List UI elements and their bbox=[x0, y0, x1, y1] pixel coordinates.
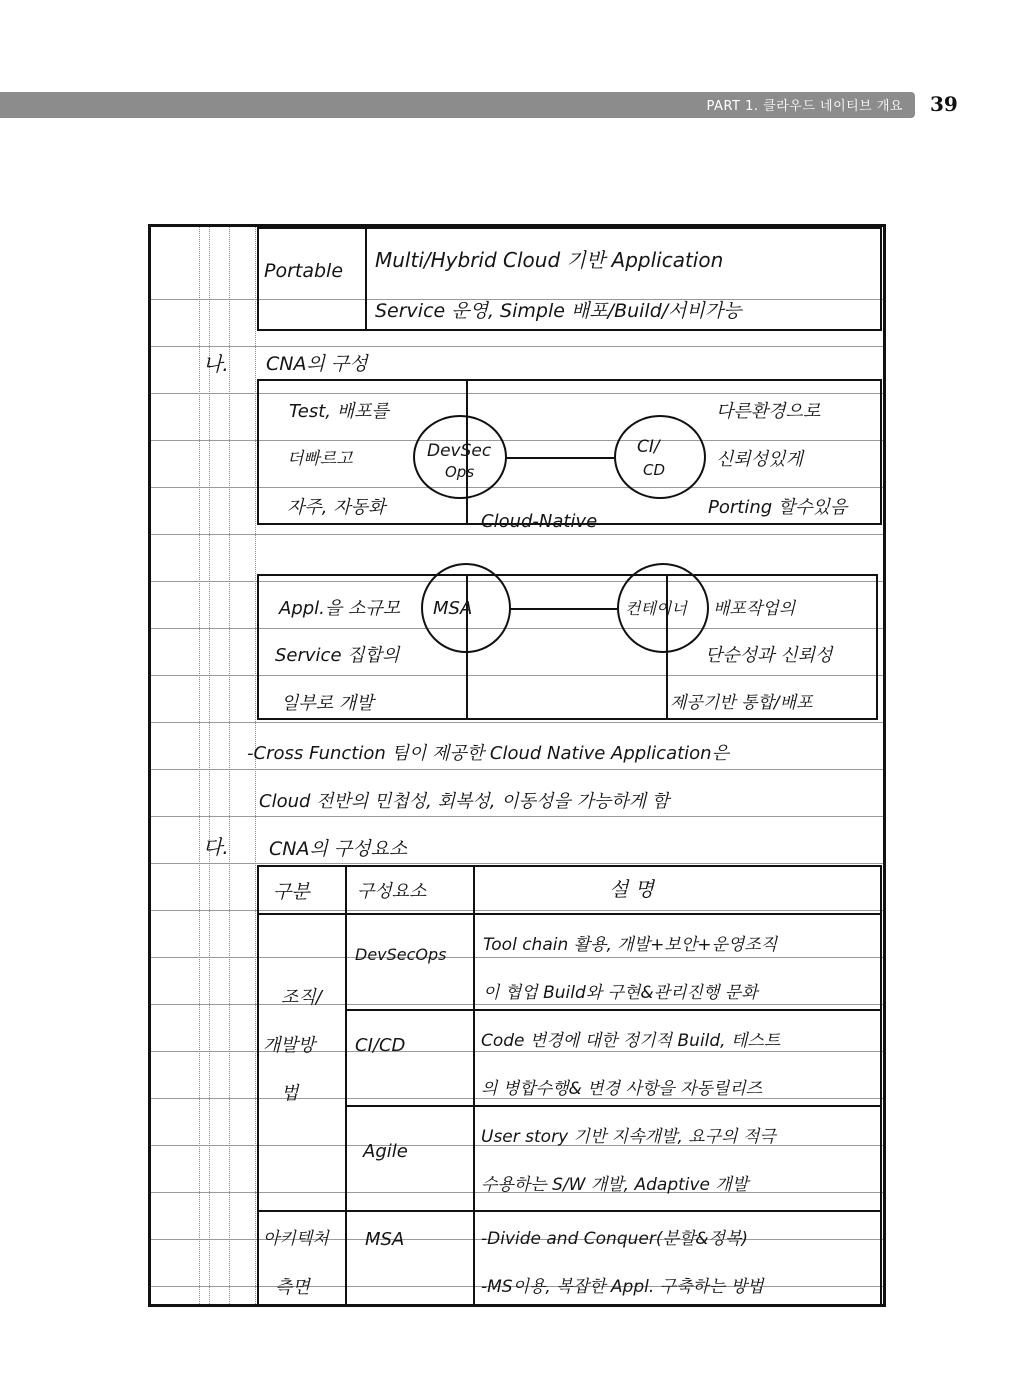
cicd-label-1: CI/ bbox=[637, 437, 660, 457]
component-msa: MSA bbox=[365, 1229, 405, 1250]
left-bottom-text-3: 일부로 개발 bbox=[281, 693, 374, 714]
portable-line-1: Multi/Hybrid Cloud 기반 Application bbox=[375, 248, 724, 272]
table-header-category: 구분 bbox=[273, 881, 310, 903]
section-marker-na: 나. bbox=[203, 352, 229, 376]
summary-line-1: -Cross Function 팀이 제공한 Cloud Native Application은 bbox=[247, 743, 729, 764]
cicd-circle bbox=[614, 415, 706, 499]
margin-line bbox=[209, 227, 210, 1304]
summary-line-2: Cloud 전반의 민첩성, 회복성, 이동성을 가능하게 함 bbox=[259, 791, 670, 812]
table-row-rule bbox=[345, 1105, 882, 1107]
table-row-rule bbox=[257, 1210, 882, 1212]
group-org-line-2: 개발방 bbox=[263, 1035, 316, 1056]
chapter-title: PART 1. 클라우드 네이티브 개요 bbox=[706, 99, 903, 114]
table-header-component: 구성요소 bbox=[357, 881, 427, 902]
table-row-rule bbox=[345, 1009, 882, 1011]
group-org-line-3: 법 bbox=[281, 1083, 299, 1104]
section-title-da: CNA의 구성요소 bbox=[269, 838, 408, 860]
connector-line bbox=[509, 608, 617, 610]
section-title-na: CNA의 구성 bbox=[266, 353, 368, 375]
desc-agile-2: 수용하는 S/W 개발, Adaptive 개발 bbox=[481, 1175, 749, 1195]
group-arch-line-2: 측면 bbox=[275, 1277, 310, 1298]
group-org-line-1: 조직/ bbox=[281, 987, 322, 1008]
desc-msa-1: -Divide and Conquer(분할&정복) bbox=[481, 1229, 749, 1249]
table-col-divider bbox=[473, 865, 475, 1307]
group-arch-line-1: 아키텍처 bbox=[263, 1229, 329, 1249]
container-label: 컨테이너 bbox=[625, 599, 687, 618]
table-header-rule bbox=[257, 913, 882, 915]
left-bottom-text-1: Appl.을 소규모 bbox=[279, 598, 401, 619]
desc-agile-1: User story 기반 지속개발, 요구의 적극 bbox=[481, 1127, 776, 1147]
right-top-text-1: 다른환경으로 bbox=[716, 401, 821, 422]
devsec-ops-label: Ops bbox=[445, 463, 475, 481]
cloud-native-label: Cloud-Native bbox=[481, 511, 598, 532]
table-header-description: 설 명 bbox=[609, 877, 654, 901]
portable-label: Portable bbox=[264, 260, 344, 282]
notebook-sheet bbox=[148, 224, 886, 1307]
portable-line-2: Service 운영, Simple 배포/Build/서비가능 bbox=[375, 300, 742, 322]
devsec-label: DevSec bbox=[427, 441, 492, 461]
margin-line bbox=[199, 227, 200, 1304]
portable-divider bbox=[365, 227, 367, 331]
left-bottom-text-2: Service 집합의 bbox=[275, 645, 400, 666]
desc-devsecops-1: Tool chain 활용, 개발+보안+운영조직 bbox=[483, 935, 778, 955]
msa-label: MSA bbox=[433, 598, 473, 619]
component-agile: Agile bbox=[363, 1141, 408, 1162]
page-number: 39 bbox=[930, 92, 958, 116]
desc-msa-2: -MS이용, 복잡한 Appl. 구축하는 방법 bbox=[481, 1277, 764, 1297]
connector-line bbox=[506, 457, 614, 459]
left-top-text-2: 더빠르고 bbox=[287, 449, 353, 469]
component-devsecops: DevSecOps bbox=[355, 945, 447, 964]
left-top-text-3: 자주, 자동화 bbox=[287, 497, 386, 518]
right-bottom-text-3: 제공기반 통합/배포 bbox=[670, 693, 813, 713]
cicd-label-2: CD bbox=[643, 461, 666, 479]
right-top-text-3: Porting 할수있음 bbox=[708, 497, 848, 518]
right-top-text-2: 신뢰성있게 bbox=[716, 449, 803, 470]
margin-line bbox=[229, 227, 230, 1304]
desc-devsecops-2: 이 협업 Build와 구현&관리진행 문화 bbox=[483, 983, 758, 1003]
margin-line bbox=[255, 227, 256, 1304]
running-header-bar bbox=[0, 92, 915, 118]
component-cicd: CI/CD bbox=[355, 1035, 406, 1056]
section-marker-da: 다. bbox=[203, 835, 229, 859]
right-bottom-text-1: 배포작업의 bbox=[713, 599, 796, 619]
table-col-divider bbox=[345, 865, 347, 1307]
right-bottom-text-2: 단순성과 신뢰성 bbox=[705, 645, 833, 666]
desc-cicd-2: 의 병합수행& 변경 사항을 자동릴리즈 bbox=[481, 1079, 763, 1099]
desc-cicd-1: Code 변경에 대한 정기적 Build, 테스트 bbox=[481, 1031, 781, 1051]
left-top-text-1: Test, 배포를 bbox=[289, 401, 389, 422]
